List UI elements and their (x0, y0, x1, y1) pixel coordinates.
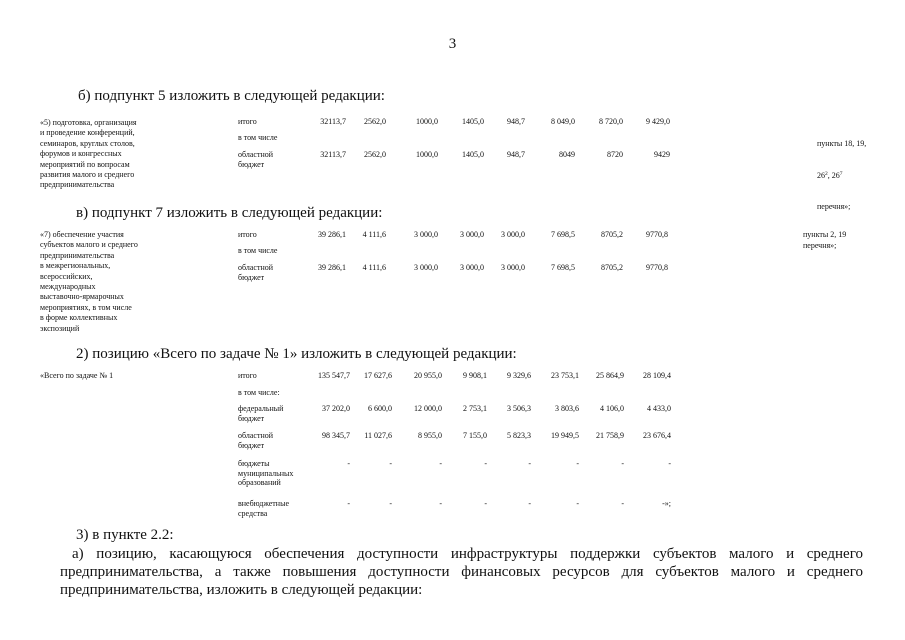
table-cell: 3 000,0 (460, 230, 484, 239)
table-cell: 8049 (559, 150, 575, 159)
table-cell: - (528, 459, 531, 468)
table-cell: - (484, 499, 487, 508)
table-cell: 3 000,0 (414, 230, 438, 239)
row-label: в том числе (238, 133, 278, 142)
table-cell: 5 823,3 (507, 431, 531, 440)
table-cell: 1000,0 (416, 117, 438, 126)
row-label: внебюджетные средства (238, 499, 289, 518)
table-cell: - (576, 499, 579, 508)
table-cell: 9 329,6 (507, 371, 531, 380)
table-cell: 4 106,0 (600, 404, 624, 413)
table-cell: - (576, 459, 579, 468)
page-number: 3 (448, 36, 457, 52)
row-label: федеральный бюджет (238, 404, 284, 423)
table-cell: 8 720,0 (599, 117, 623, 126)
table-cell: - (439, 499, 442, 508)
table-cell: - (621, 499, 624, 508)
table-cell: 4 111,6 (362, 263, 386, 272)
table-cell: 3 000,0 (414, 263, 438, 272)
table-cell: 3 000,0 (501, 230, 525, 239)
table-cell: 7 698,5 (551, 263, 575, 272)
table-cell: 948,7 (507, 150, 525, 159)
table-cell: 3 506,3 (507, 404, 531, 413)
table-cell: 9770,8 (646, 230, 668, 239)
table-cell: - (621, 459, 624, 468)
table-cell: 23 753,1 (551, 371, 579, 380)
table-cell: - (668, 459, 671, 468)
table-cell: 8 049,0 (551, 117, 575, 126)
table-cell: 2562,0 (364, 117, 386, 126)
table-cell: 20 955,0 (414, 371, 442, 380)
row-label: бюджеты муниципальных образований (238, 459, 294, 487)
table-cell: 23 676,4 (643, 431, 671, 440)
section-v-heading: в) подпункт 7 изложить в следующей редакции: (76, 205, 383, 221)
table-cell: 8705,2 (601, 230, 623, 239)
table-cell: 9429 (654, 150, 670, 159)
table-cell: 1000,0 (416, 150, 438, 159)
row-label: итого (238, 117, 257, 126)
table-cell: - (484, 459, 487, 468)
section-v-reference: пункты 2, 19 перечня»; (803, 230, 847, 250)
table-cell: 98 345,7 (322, 431, 350, 440)
table-cell: 4 433,0 (647, 404, 671, 413)
table-cell: 3 000,0 (460, 263, 484, 272)
table-cell: - (389, 459, 392, 468)
table-cell: 19 949,5 (551, 431, 579, 440)
section-v-description: «7) обеспечение участия субъектов малого и среднего предпринимательства в межрегиональных, всероссийских, международных выставочно-ярмарочных мероприятиях, в том числе в форме коллективных экспозиций (40, 230, 138, 333)
table-cell: 2 753,1 (463, 404, 487, 413)
table-cell: 9 908,1 (463, 371, 487, 380)
table-cell: 12 000,0 (414, 404, 442, 413)
table-cell: 4 111,6 (362, 230, 386, 239)
row-label: итого (238, 371, 257, 380)
table-cell: 1405,0 (462, 150, 484, 159)
table-cell: 2562,0 (364, 150, 386, 159)
table-cell: 21 758,9 (596, 431, 624, 440)
section-b-description: «5) подготовка, организация и проведение конференций, семинаров, круглых столов, форумов и конгрессных мероприятий по вопросам развития малого и среднего предпринимательства (40, 118, 137, 190)
table-cell: - (528, 499, 531, 508)
table-cell: 39 286,1 (318, 263, 346, 272)
table-cell: - (439, 459, 442, 468)
section-b-heading: б) подпункт 5 изложить в следующей редакции: (78, 88, 385, 104)
row-label: итого (238, 230, 257, 239)
section-2-heading: 2) позицию «Всего по задаче № 1» изложить в следующей редакции: (76, 346, 517, 362)
row-label: областной бюджет (238, 263, 274, 282)
section-b-ref-line3: перечня»; (817, 202, 851, 211)
table-cell: 948,7 (507, 117, 525, 126)
table-cell: 6 600,0 (368, 404, 392, 413)
table-cell: 135 547,7 (318, 371, 350, 380)
table-cell: 3 000,0 (501, 263, 525, 272)
table-cell: 9770,8 (646, 263, 668, 272)
section-b-ref-line1: пункты 18, 19, (817, 139, 867, 148)
table-cell: - (389, 499, 392, 508)
section-3-paragraph: а) позицию, касающуюся обеспечения доступности инфраструктуры поддержки субъектов малого и среднего предпринимательства, а также повышения доступности финансовых ресурсов для субъектов малого и среднего предпринимательства, изложить в следующей редакции: (60, 546, 863, 598)
row-label: в том числе: (238, 388, 280, 397)
section-3-heading: 3) в пункте 2.2: (76, 527, 174, 543)
table-cell: 28 109,4 (643, 371, 671, 380)
table-cell: - (347, 499, 350, 508)
table-cell: 39 286,1 (318, 230, 346, 239)
table-cell: 3 803,6 (555, 404, 579, 413)
table-cell: 8705,2 (601, 263, 623, 272)
table-cell: 8 955,0 (418, 431, 442, 440)
table-cell: -»; (662, 499, 671, 508)
table-cell: 37 202,0 (322, 404, 350, 413)
table-cell: 1405,0 (462, 117, 484, 126)
table-cell: 7 155,0 (463, 431, 487, 440)
table-cell: 11 027,6 (364, 431, 392, 440)
section-b-ref-line2: $26^2$, $26^7$ (817, 170, 843, 180)
table-cell: 17 627,6 (364, 371, 392, 380)
table-cell: 25 864,9 (596, 371, 624, 380)
table-cell: 32113,7 (320, 150, 346, 159)
table-cell: 9 429,0 (646, 117, 670, 126)
row-label: в том числе (238, 246, 278, 255)
row-label: областной бюджет (238, 431, 274, 450)
table-cell: 8720 (607, 150, 623, 159)
table-cell: - (347, 459, 350, 468)
table-cell: 7 698,5 (551, 230, 575, 239)
table-cell: 32113,7 (320, 117, 346, 126)
section-2-description: «Всего по задаче № 1 (40, 371, 114, 380)
section-b-reference (817, 118, 866, 223)
row-label: областной бюджет (238, 150, 274, 169)
